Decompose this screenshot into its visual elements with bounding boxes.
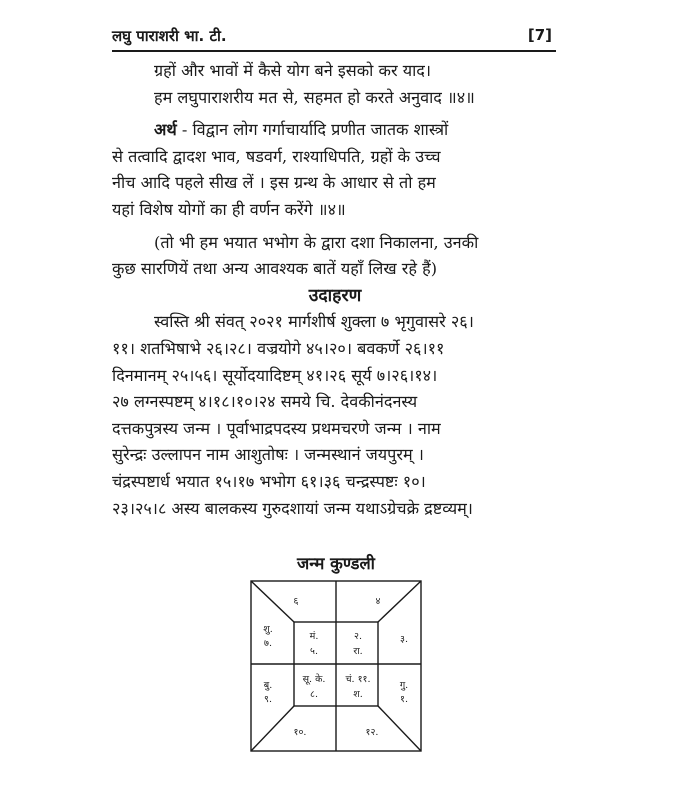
example-heading: उदाहरण: [308, 285, 362, 306]
meaning-text-1: - विद्वान लोग गर्गाचार्यादि प्रणीत जातक शास्त्रों: [176, 120, 449, 140]
meaning-line-2: से तत्वादि द्वादश भाव, षडवर्ग, राश्याधिपति, ग्रहों के उच्च: [112, 146, 441, 166]
house-10-planet: मं.: [309, 631, 319, 642]
example-line-1: स्वस्ति श्री संवत् २०२१ मार्गशीर्ष शुक्ला ७ भृगुवासरे २६।: [154, 312, 474, 332]
house-4-planet: गु.: [399, 680, 409, 691]
meaning-label: अर्थ: [154, 120, 177, 140]
house-10-sign: ५.: [310, 646, 318, 657]
running-title: लघु पाराशरी भा. टी.: [112, 27, 227, 45]
house-1-sign: २.: [354, 631, 362, 642]
meaning-line-4: यहां विशेष योगों का ही वर्णन करेंगे ॥४॥: [112, 199, 346, 219]
meaning-line-3: नीच आदि पहले सीख लें । इस ग्रन्थ के आधार से तो हम: [112, 173, 436, 193]
house-8-planet: शु.: [263, 624, 273, 635]
example-line-4: २७ लग्नस्पष्टम् ४।१८।१०।२४ समये चि. देवकीनंदनस्य: [112, 392, 418, 412]
note-line-2: कुछ सारणियें तथा अन्य आवश्यक बातें यहाँ लिख रहे हैं): [112, 259, 438, 279]
chart-diagonal-br: [378, 706, 421, 751]
example-line-6: सुरेन्द्रः उल्लापन नाम आशुतोषः । जन्मस्थानं जयपुरम् ।: [112, 445, 424, 465]
chart-diagonal-bl: [251, 706, 294, 751]
example-line-7: चंद्रस्पष्टार्ध भयात १५।१७ भभोग ६१।३६ चन्द्रस्पष्टः १०।: [112, 471, 426, 491]
house-11-planet: सू. के.: [302, 674, 326, 685]
example-line-3: दिनमानम् २५।५६। सूर्योदयादिष्टम् ४१।२६ सूर्य ७।२६।१४।: [112, 365, 438, 385]
house-11-sign: ८.: [310, 689, 318, 700]
chart-diagonal-tr: [375, 581, 421, 622]
house-5-sign: १२.: [365, 727, 379, 738]
example-line-5: दत्तकपुत्रस्य जन्म । पूर्वाभाद्रपदस्य प्रथमचरणे जन्म । नाम: [112, 418, 441, 438]
house-2-sign: ४: [375, 596, 381, 607]
house-1-planet: रा.: [353, 646, 363, 657]
house-12-planet: चं. ११.: [345, 674, 371, 685]
house-6-sign: १०.: [293, 727, 307, 738]
house-4-sign: १.: [400, 694, 408, 705]
verse-line-2: हम लघुपाराशरीय मत से, सहमत हो करते अनुवाद ॥४॥: [154, 87, 475, 107]
verse-line-1: ग्रहों और भावों में कैसे योग बने इसको कर याद।: [154, 61, 432, 80]
example-line-2: ११। शतभिषाभे २६।२८। वज्रयोगे ४५।२०। बवकर्णे २६।११: [112, 338, 445, 358]
house-12-sign: श.: [353, 689, 363, 700]
example-line-8: २३।२५।८ अस्य बालकस्य गुरुदशायां जन्म यथाऽग्रेचक्रे द्रष्टव्यम्।: [112, 498, 473, 518]
kundali-title: जन्म कुण्डली: [297, 554, 375, 573]
page-number: [7]: [527, 26, 552, 44]
house-7-planet: बु.: [263, 680, 273, 691]
note-line-1: (तो भी हम भयात भभोग के द्वारा दशा निकालना, उनकी: [154, 232, 479, 252]
house-3-sign: ३.: [400, 634, 408, 645]
chart-diagonal-tl: [251, 581, 294, 622]
house-8-sign: ७.: [264, 638, 272, 649]
house-7-sign: ९.: [264, 694, 272, 705]
house-9-sign: ६: [293, 596, 299, 607]
